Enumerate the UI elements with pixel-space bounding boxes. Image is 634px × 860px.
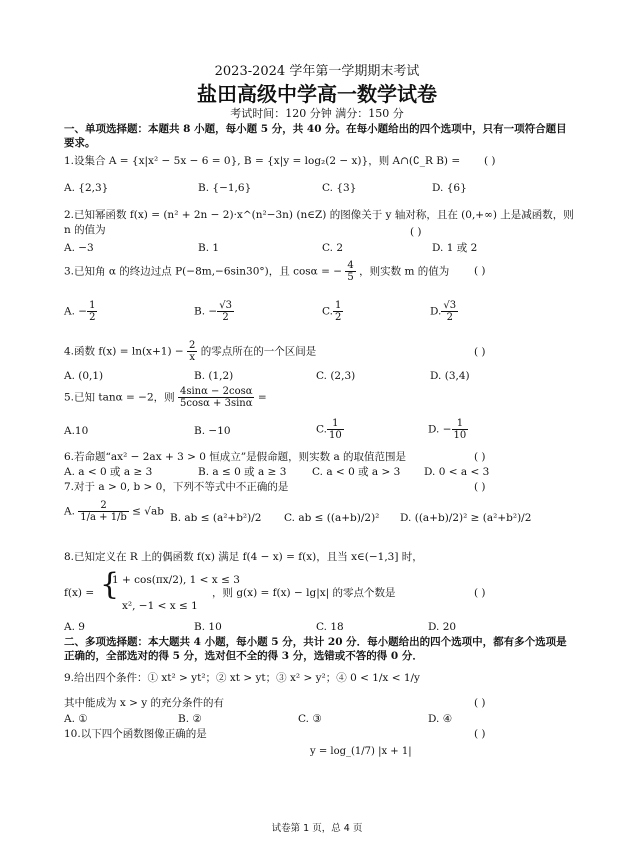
q5-option-d-label: D. − (428, 423, 452, 436)
school-title: 盐田高级中学高一数学试卷 (197, 82, 437, 106)
q5-stem (64, 386, 267, 409)
q5-option-a: A.10 (64, 425, 89, 437)
q1-option-a: A. {2,3} (64, 182, 109, 194)
q3-option-b-num: √3 (219, 300, 232, 311)
q7-option-a-den: 1/a + 1/b (80, 512, 127, 523)
q5-option-c (316, 418, 344, 441)
q5-stem-end: = (257, 391, 267, 404)
q3-option-b-label: B. − (194, 305, 218, 318)
q3-option-a-num: 1 (89, 300, 96, 311)
q5-den: 5cosα + 3sinα (179, 398, 253, 409)
q3-answer-paren: ( ) (474, 265, 486, 277)
q7-option-a-frac (78, 500, 129, 523)
q3-option-c-den: 2 (335, 312, 342, 323)
q5-option-d-num: 1 (452, 418, 469, 430)
q8-fx-label: f(x) = (64, 587, 95, 599)
q4-option-c: C. (2,3) (316, 370, 356, 382)
q4-option-b: B. (1,2) (194, 370, 234, 382)
q9-option-b: B. ② (178, 713, 202, 725)
q8-option-b: B. 10 (194, 621, 222, 633)
q2-option-a: A. −3 (64, 242, 94, 254)
q9-line2: 其中能成为 x > y 的充分条件的有 (64, 697, 225, 709)
q4-option-a: A. (0,1) (64, 370, 104, 382)
q8-tail: ，则 g(x) = f(x) − lg|x| 的零点个数是 (212, 587, 396, 599)
q7-option-a (64, 500, 164, 523)
q2-stem: 2.已知幂函数 f(x) = (n² + 2n − 2)·x^(n²−3n) (n∈Z) 的图像关于 y 轴对称，且在 (0,+∞) 上是减函数，则 n 的值为 (64, 209, 574, 237)
q5-option-c-label: C. (316, 423, 327, 436)
q1-answer-paren: ( ) (484, 155, 496, 167)
q3-option-b-frac (217, 300, 234, 323)
q5-option-d-frac (452, 418, 469, 441)
q10-formula: y = log_(1/7) |x + 1| (310, 746, 412, 757)
q2-answer-paren: ( ) (410, 226, 422, 238)
q1-option-d: D. {6} (432, 182, 467, 194)
q7-option-d: D. ((a+b)/2)² ≥ (a²+b²)/2 (400, 512, 532, 524)
q2-option-b: B. 1 (198, 242, 220, 254)
section1-heading: 一、单项选择题：本题共 8 小题，每小题 5 分，共 40 分。在每小题给出的四个选项中，只有一项符合题目要求。 (64, 123, 567, 150)
q3-option-c-num: 1 (335, 300, 342, 311)
q1-stem: 1.设集合 A = {x|x² − 5x − 6 = 0}, B = {x|y = log₂(2 − x)}，则 A∩(∁_R B) = (64, 155, 461, 167)
q6-option-b: B. a ≤ 0 或 a ≥ 3 (198, 466, 287, 478)
q5-stem-start: 5.已知 tanα = −2，则 (64, 391, 175, 404)
q4-num: 2 (189, 340, 196, 351)
q3-option-d-label: D. (430, 305, 442, 318)
q8-piecewise-brace: { (100, 567, 120, 602)
q8-case-2: x², −1 < x ≤ 1 (122, 600, 198, 612)
q3-cos-den: 5 (347, 272, 354, 283)
q7-option-b: B. ab ≤ (a²+b²)/2 (170, 512, 262, 524)
q4-fraction (187, 340, 197, 363)
q8-stem: 8.已知定义在 R 上的偶函数 f(x) 满足 f(4 − x) = f(x)，且当 x∈(−1,3] 时， (64, 551, 423, 563)
q4-den: x (189, 352, 196, 363)
q3-option-a (64, 300, 97, 323)
q7-option-a-num: 2 (78, 500, 129, 512)
q3-option-d-frac (441, 300, 458, 323)
q6-stem: 6.若命题“ax² − 2ax + 3 > 0 恒成立”是假命题，则实数 a 的取值范围是 (64, 451, 407, 463)
q5-num: 4sinα − 2cosα (179, 386, 253, 397)
q4-answer-paren: ( ) (474, 346, 486, 358)
exam-title: 2023-2024 学年第一学期期末考试 (214, 64, 420, 79)
q3-option-b-den: 2 (222, 312, 229, 323)
q4-stem-end: 的零点所在的一个区间是 (200, 345, 317, 358)
section2-heading: 二、多项选择题：本大题共 4 小题，每小题 5 分，共计 20 分．每小题给出的四个选项中，都有多个选项是正确的，全部选对的得 5 分，选对但不全的得 3 分，选错或不答的得 0 分． (64, 636, 567, 663)
q3-option-d-den: 2 (446, 312, 453, 323)
q3-stem-end: ，则实数 m 的值为 (359, 265, 450, 278)
q5-option-c-frac (327, 418, 344, 441)
q8-case-1: 1 + cos(πx/2), 1 < x ≤ 3 (112, 574, 240, 586)
q3-cos-num: 4 (347, 260, 354, 271)
q7-stem: 7.对于 a > 0, b > 0，下列不等式中不正确的是 (64, 481, 289, 493)
q8-answer-paren: ( ) (474, 587, 486, 599)
q3-option-a-label: A. − (64, 305, 88, 318)
q7-option-a-tail: ≤ √ab (132, 505, 164, 518)
q5-fraction (178, 386, 255, 409)
q7-option-a-label: A. (64, 505, 75, 518)
q3-stem-start: 3.已知角 α 的终边过点 P(−8m,−6sin30°)，且 cosα = − (64, 265, 343, 278)
q9-option-c: C. ③ (298, 713, 322, 725)
q5-option-d-den: 10 (453, 430, 467, 441)
q5-option-b: B. −10 (194, 425, 231, 437)
q3-option-d (430, 300, 458, 323)
q3-option-c (322, 300, 343, 323)
q5-option-d (428, 418, 468, 441)
q2-option-c: C. 2 (322, 242, 344, 254)
q9-answer-paren: ( ) (474, 697, 486, 709)
q8-option-d: D. 20 (428, 621, 457, 633)
q5-option-c-num: 1 (327, 418, 344, 430)
q6-option-c: C. a < 0 或 a > 3 (312, 466, 401, 478)
q9-option-a: A. ① (64, 713, 88, 725)
q3-option-c-label: C. (322, 305, 333, 318)
q10-stem: 10.以下四个函数图像正确的是 (64, 728, 207, 740)
q6-answer-paren: ( ) (474, 451, 486, 463)
q5-option-c-den: 10 (329, 430, 342, 441)
q4-stem-start: 4.函数 f(x) = ln(x+1) − (64, 345, 184, 358)
q9-option-d: D. ④ (428, 713, 453, 725)
q3-option-b (194, 300, 234, 323)
q3-option-c-frac (333, 300, 343, 323)
q3-cos-fraction (345, 260, 355, 283)
q9-stem: 9.给出四个条件：① xt² > yt²；② xt > yt；③ x² > y²；④ 0 < 1/x < 1/y (64, 672, 420, 684)
q3-option-d-num: √3 (443, 300, 457, 311)
q7-answer-paren: ( ) (474, 481, 486, 493)
page-footer: 试卷第 1 页，总 4 页 (271, 823, 363, 834)
q10-answer-paren: ( ) (474, 728, 486, 740)
q8-option-c: C. 18 (316, 621, 344, 633)
q1-option-b: B. {−1,6} (198, 182, 252, 194)
q6-option-d: D. 0 < a < 3 (424, 466, 490, 478)
exam-info: 考试时间：120 分钟 满分：150 分 (230, 107, 404, 120)
q2-option-d: D. 1 或 2 (432, 242, 478, 254)
q1-option-c: C. {3} (322, 182, 357, 194)
q3-option-a-den: 2 (89, 312, 96, 323)
q4-option-d: D. (3,4) (430, 370, 470, 382)
q7-option-c: C. ab ≤ ((a+b)/2)² (284, 512, 380, 524)
q6-option-a: A. a < 0 或 a ≥ 3 (64, 466, 153, 478)
q3-option-a-frac (87, 300, 97, 323)
q3-stem (64, 260, 449, 283)
q8-option-a: A. 9 (64, 621, 85, 633)
q4-stem (64, 340, 316, 363)
